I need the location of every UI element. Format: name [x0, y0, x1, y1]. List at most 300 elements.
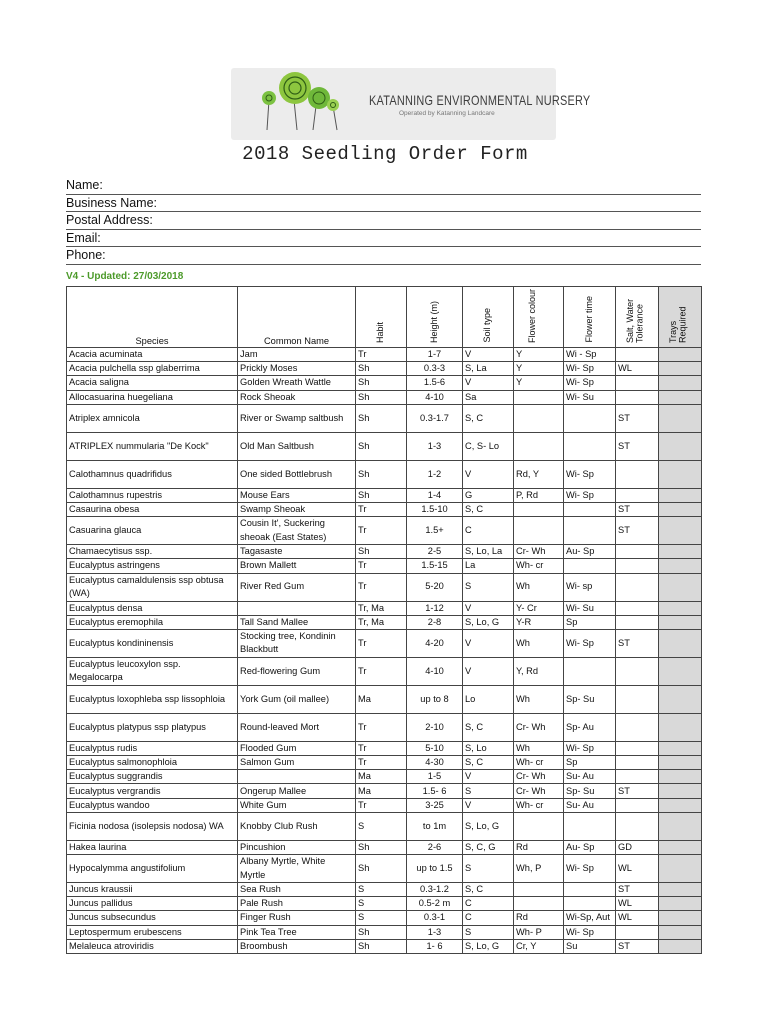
height-cell: 2-6	[407, 840, 463, 854]
contact-fields	[66, 177, 701, 265]
species-cell: Eucalyptus wandoo	[67, 798, 238, 812]
table-row	[67, 629, 702, 657]
common-name-cell: Brown Mallett	[238, 559, 356, 573]
habit-cell: Tr, Ma	[356, 601, 407, 615]
common-name-cell: River or Swamp saltbush	[238, 404, 356, 432]
flower-time-cell: Su	[564, 939, 616, 953]
soil-type-header-label: Soil type	[482, 308, 493, 343]
trays-required-input[interactable]	[659, 897, 702, 911]
habit-cell: Sh	[356, 855, 407, 883]
common-name-cell: York Gum (oil mallee)	[238, 685, 356, 713]
flower-time-header-label: Flower time	[583, 296, 594, 343]
table-row	[67, 615, 702, 629]
species-cell: Ficinia nodosa (isolepsis nodosa) WA	[67, 812, 238, 840]
table-row	[67, 925, 702, 939]
height-cell: 1.5+	[407, 517, 463, 545]
trays-required-input[interactable]	[659, 925, 702, 939]
habit-cell: Ma	[356, 770, 407, 784]
height-cell: up to 1.5	[407, 855, 463, 883]
common-name-cell: River Red Gum	[238, 573, 356, 601]
table-row	[67, 939, 702, 953]
common-name-cell: Sea Rush	[238, 883, 356, 897]
habit-cell: Tr	[356, 798, 407, 812]
flower-colour-cell: Cr, Y	[514, 939, 564, 953]
soil-type-cell: C, S- Lo	[463, 432, 514, 460]
name-field[interactable]	[66, 177, 701, 195]
trays-required-input[interactable]	[659, 798, 702, 812]
common-name-cell: Golden Wreath Wattle	[238, 376, 356, 390]
tolerance-cell	[616, 488, 659, 502]
height-cell: 2-5	[407, 545, 463, 559]
table-row	[67, 770, 702, 784]
species-cell: Chamaecytisus ssp.	[67, 545, 238, 559]
tolerance-cell	[616, 545, 659, 559]
table-row	[67, 855, 702, 883]
height-cell: 1-3	[407, 432, 463, 460]
species-cell: Calothamnus quadrifidus	[67, 460, 238, 488]
trays-required-input[interactable]	[659, 362, 702, 376]
common-name-cell: Pink Tea Tree	[238, 925, 356, 939]
soil-type-cell: S, C, G	[463, 840, 514, 854]
common-name-cell: White Gum	[238, 798, 356, 812]
habit-cell: Sh	[356, 390, 407, 404]
height-cell: 0.5-2 m	[407, 897, 463, 911]
table-row	[67, 812, 702, 840]
flower-colour-cell: P, Rd	[514, 488, 564, 502]
flower-colour-cell: Rd	[514, 840, 564, 854]
habit-cell: Sh	[356, 460, 407, 488]
soil-type-cell: S, C	[463, 404, 514, 432]
common-name-cell: Swamp Sheoak	[238, 502, 356, 516]
flower-time-cell	[564, 432, 616, 460]
common-name-cell: Stocking tree, Kondinin Blackbutt	[238, 629, 356, 657]
soil-type-cell: V	[463, 376, 514, 390]
tolerance-cell	[616, 615, 659, 629]
tolerance-cell	[616, 798, 659, 812]
flower-colour-header	[514, 287, 564, 348]
trays-required-input[interactable]	[659, 939, 702, 953]
flower-colour-header-label: Flower colour	[526, 288, 537, 343]
table-row	[67, 840, 702, 854]
table-row	[67, 376, 702, 390]
trays-header	[659, 287, 702, 348]
height-cell: 1-4	[407, 488, 463, 502]
trays-required-input[interactable]	[659, 460, 702, 488]
tolerance-cell	[616, 812, 659, 840]
species-cell: Eucalyptus camaldulensis ssp obtusa (WA)	[67, 573, 238, 601]
table-header-row	[67, 287, 702, 348]
habit-cell: Sh	[356, 939, 407, 953]
habit-cell: Tr	[356, 657, 407, 685]
trays-required-input[interactable]	[659, 629, 702, 657]
common-name-cell: Knobby Club Rush	[238, 812, 356, 840]
flower-time-cell: Sp- Su	[564, 784, 616, 798]
trays-required-input[interactable]	[659, 615, 702, 629]
height-cell: 1-7	[407, 348, 463, 362]
trays-required-input[interactable]	[659, 432, 702, 460]
habit-cell: S	[356, 812, 407, 840]
soil-type-cell: S, Lo	[463, 741, 514, 755]
flower-time-cell	[564, 517, 616, 545]
table-row	[67, 545, 702, 559]
flower-time-cell: Su- Au	[564, 770, 616, 784]
species-cell: Juncus subsecundus	[67, 911, 238, 925]
tolerance-cell: GD	[616, 840, 659, 854]
soil-type-cell: Lo	[463, 685, 514, 713]
postal-address-label: Postal Address:	[66, 213, 153, 227]
trays-required-input[interactable]	[659, 713, 702, 741]
species-cell: Casaurina obesa	[67, 502, 238, 516]
trays-required-input[interactable]	[659, 573, 702, 601]
habit-cell: Ma	[356, 685, 407, 713]
habit-cell: Sh	[356, 925, 407, 939]
height-cell: 1- 6	[407, 939, 463, 953]
flower-colour-cell: Cr- Wh	[514, 545, 564, 559]
habit-cell: Sh	[356, 840, 407, 854]
flower-colour-cell: Wh	[514, 685, 564, 713]
height-cell: 5-10	[407, 741, 463, 755]
table-row	[67, 502, 702, 516]
trays-required-input[interactable]	[659, 390, 702, 404]
table-row	[67, 784, 702, 798]
table-row	[67, 741, 702, 755]
height-header	[407, 287, 463, 348]
tolerance-cell: WL	[616, 897, 659, 911]
species-cell: Acacia pulchella ssp glaberrima	[67, 362, 238, 376]
height-cell: 0.3-1.7	[407, 404, 463, 432]
height-cell: 0.3-3	[407, 362, 463, 376]
table-row	[67, 488, 702, 502]
height-cell: 2-8	[407, 615, 463, 629]
common-name-cell: Tall Sand Mallee	[238, 615, 356, 629]
species-cell: Eucalyptus salmonophloia	[67, 756, 238, 770]
habit-cell: Sh	[356, 404, 407, 432]
species-cell: Juncus kraussii	[67, 883, 238, 897]
flower-colour-cell: Wh- cr	[514, 798, 564, 812]
table-row	[67, 390, 702, 404]
common-name-cell: Prickly Moses	[238, 362, 356, 376]
tolerance-cell	[616, 741, 659, 755]
habit-cell: Tr	[356, 559, 407, 573]
species-cell: Eucalyptus platypus ssp platypus	[67, 713, 238, 741]
trays-required-input[interactable]	[659, 855, 702, 883]
soil-type-cell: V	[463, 770, 514, 784]
version-label: V4 - Updated: 27/03/2018	[66, 271, 184, 282]
flower-time-cell: Wi- Su	[564, 390, 616, 404]
tolerance-cell	[616, 573, 659, 601]
species-cell: Eucalyptus suggrandis	[67, 770, 238, 784]
logo-title: KATANNING ENVIRONMENTAL NURSERY	[369, 92, 591, 108]
soil-type-cell: S	[463, 573, 514, 601]
flower-time-cell	[564, 657, 616, 685]
habit-cell: Tr	[356, 756, 407, 770]
tolerance-cell	[616, 925, 659, 939]
postal-address-field[interactable]	[66, 212, 701, 230]
seedling-order-table	[66, 286, 702, 954]
species-cell: Melaleuca atroviridis	[67, 939, 238, 953]
flower-colour-cell: Y- Cr	[514, 601, 564, 615]
flower-colour-cell	[514, 404, 564, 432]
habit-cell: Tr, Ma	[356, 615, 407, 629]
flower-time-cell: Sp- Au	[564, 713, 616, 741]
habit-cell: S	[356, 883, 407, 897]
habit-cell: Tr	[356, 348, 407, 362]
trays-required-input[interactable]	[659, 741, 702, 755]
flower-time-cell: Wi- sp	[564, 573, 616, 601]
trays-required-input[interactable]	[659, 784, 702, 798]
flower-colour-cell: Y-R	[514, 615, 564, 629]
trays-required-input[interactable]	[659, 502, 702, 516]
height-cell: 3-25	[407, 798, 463, 812]
flower-time-cell: Au- Sp	[564, 840, 616, 854]
habit-cell: Tr	[356, 629, 407, 657]
habit-cell: Sh	[356, 545, 407, 559]
height-cell: up to 8	[407, 685, 463, 713]
habit-cell: Tr	[356, 517, 407, 545]
trays-required-input[interactable]	[659, 840, 702, 854]
tolerance-cell	[616, 390, 659, 404]
habit-header	[356, 287, 407, 348]
trays-required-input[interactable]	[659, 685, 702, 713]
height-cell: 1-12	[407, 601, 463, 615]
soil-type-cell: S, Lo, La	[463, 545, 514, 559]
soil-type-cell: V	[463, 798, 514, 812]
trays-required-input[interactable]	[659, 770, 702, 784]
phone-label: Phone:	[66, 248, 106, 262]
flower-time-cell: Wi- Sp	[564, 488, 616, 502]
flower-colour-cell: Wh	[514, 629, 564, 657]
habit-cell: Sh	[356, 488, 407, 502]
soil-type-cell: V	[463, 348, 514, 362]
flower-colour-cell: Y	[514, 362, 564, 376]
flower-colour-cell	[514, 897, 564, 911]
trays-required-input[interactable]	[659, 911, 702, 925]
trays-required-input[interactable]	[659, 657, 702, 685]
tolerance-cell	[616, 460, 659, 488]
common-name-header: Common Name	[238, 287, 356, 348]
height-cell: 1.5-10	[407, 502, 463, 516]
species-cell: Eucalyptus loxophleba ssp lissophloia	[67, 685, 238, 713]
flower-time-cell	[564, 404, 616, 432]
tolerance-cell: ST	[616, 883, 659, 897]
trays-required-input[interactable]	[659, 348, 702, 362]
phone-field[interactable]	[66, 247, 701, 265]
table-row	[67, 657, 702, 685]
logo-subtitle: Operated by Katanning Landcare	[399, 110, 495, 117]
order-table-body	[67, 348, 702, 954]
flower-time-cell: Sp- Su	[564, 685, 616, 713]
flower-colour-cell: Cr- Wh	[514, 770, 564, 784]
flower-time-cell	[564, 502, 616, 516]
species-cell: Eucalyptus astringens	[67, 559, 238, 573]
height-cell: 4-10	[407, 657, 463, 685]
species-cell: Eucalyptus eremophila	[67, 615, 238, 629]
trays-required-input[interactable]	[659, 559, 702, 573]
tolerance-header	[616, 287, 659, 348]
table-row	[67, 573, 702, 601]
tolerance-cell: WL	[616, 855, 659, 883]
soil-type-cell: S	[463, 855, 514, 883]
flower-colour-cell: Y	[514, 376, 564, 390]
table-row	[67, 517, 702, 545]
soil-type-cell: S, C	[463, 502, 514, 516]
soil-type-cell: V	[463, 601, 514, 615]
flower-colour-cell: Wh- cr	[514, 559, 564, 573]
flower-time-cell: Wi- Sp	[564, 629, 616, 657]
flower-time-cell: Sp	[564, 756, 616, 770]
common-name-cell: Pale Rush	[238, 897, 356, 911]
business-name-label: Business Name:	[66, 195, 158, 210]
height-cell: 1-3	[407, 925, 463, 939]
flower-time-cell: Au- Sp	[564, 545, 616, 559]
tolerance-cell	[616, 713, 659, 741]
height-cell: 0.3-1.2	[407, 883, 463, 897]
business-name-field[interactable]	[66, 195, 701, 213]
flower-colour-cell: Wh, P	[514, 855, 564, 883]
habit-cell: S	[356, 911, 407, 925]
flower-time-cell	[564, 897, 616, 911]
height-cell: 4-30	[407, 756, 463, 770]
flower-colour-cell	[514, 517, 564, 545]
trays-required-input[interactable]	[659, 376, 702, 390]
common-name-cell: Jam	[238, 348, 356, 362]
table-row	[67, 883, 702, 897]
flower-colour-cell	[514, 883, 564, 897]
table-row	[67, 348, 702, 362]
species-header: Species	[67, 287, 238, 348]
common-name-cell: Round-leaved Mort	[238, 713, 356, 741]
habit-cell: Sh	[356, 362, 407, 376]
species-cell: Hakea laurina	[67, 840, 238, 854]
flower-time-cell: Wi- Sp	[564, 376, 616, 390]
table-row	[67, 601, 702, 615]
flower-time-cell: Wi- Sp	[564, 460, 616, 488]
species-cell: Juncus pallidus	[67, 897, 238, 911]
table-row	[67, 798, 702, 812]
tolerance-cell	[616, 348, 659, 362]
common-name-cell: One sided Bottlebrush	[238, 460, 356, 488]
soil-type-cell: S, Lo, G	[463, 939, 514, 953]
flower-colour-cell: Y, Rd	[514, 657, 564, 685]
soil-type-cell: C	[463, 517, 514, 545]
common-name-cell: Old Man Saltbush	[238, 432, 356, 460]
species-cell: Eucalyptus densa	[67, 601, 238, 615]
tolerance-cell	[616, 601, 659, 615]
common-name-cell	[238, 601, 356, 615]
tolerance-cell	[616, 657, 659, 685]
common-name-cell: Mouse Ears	[238, 488, 356, 502]
soil-type-cell: S	[463, 925, 514, 939]
common-name-cell	[238, 770, 356, 784]
height-cell: 1.5-6	[407, 376, 463, 390]
common-name-cell: Pincushion	[238, 840, 356, 854]
table-row	[67, 559, 702, 573]
tolerance-cell: ST	[616, 939, 659, 953]
flower-time-cell: Wi - Sp	[564, 348, 616, 362]
flower-colour-cell: Y	[514, 348, 564, 362]
name-label: Name:	[66, 178, 103, 192]
flower-time-cell	[564, 559, 616, 573]
flower-time-cell: Wi- Su	[564, 601, 616, 615]
common-name-cell: Finger Rush	[238, 911, 356, 925]
species-cell: ATRIPLEX nummularia "De Kock"	[67, 432, 238, 460]
flower-time-cell: Wi- Sp	[564, 362, 616, 376]
table-row	[67, 460, 702, 488]
soil-type-cell: C	[463, 911, 514, 925]
habit-cell: Tr	[356, 502, 407, 516]
tolerance-cell: WL	[616, 362, 659, 376]
habit-header-label: Habit	[375, 321, 386, 343]
species-cell: Eucalyptus rudis	[67, 741, 238, 755]
email-field[interactable]	[66, 230, 701, 248]
height-header-label: Height (m)	[428, 300, 439, 343]
height-cell: 1-5	[407, 770, 463, 784]
flower-time-cell	[564, 883, 616, 897]
flower-time-cell: Sp	[564, 615, 616, 629]
species-cell: Acacia acuminata	[67, 348, 238, 362]
common-name-cell: Salmon Gum	[238, 756, 356, 770]
habit-cell: Sh	[356, 376, 407, 390]
common-name-cell: Broombush	[238, 939, 356, 953]
flower-time-cell	[564, 812, 616, 840]
trays-required-input[interactable]	[659, 601, 702, 615]
height-cell: 1.5- 6	[407, 784, 463, 798]
flower-colour-cell	[514, 390, 564, 404]
common-name-cell: Flooded Gum	[238, 741, 356, 755]
tolerance-cell	[616, 685, 659, 713]
species-cell: Allocasuarina huegeliana	[67, 390, 238, 404]
species-cell: Eucalyptus kondininensis	[67, 629, 238, 657]
trays-required-input[interactable]	[659, 545, 702, 559]
common-name-cell: Red-flowering Gum	[238, 657, 356, 685]
flower-time-cell: Su- Au	[564, 798, 616, 812]
habit-cell: Tr	[356, 713, 407, 741]
trays-required-input[interactable]	[659, 488, 702, 502]
species-cell: Eucalyptus leucoxylon ssp. Megalocarpa	[67, 657, 238, 685]
tolerance-cell	[616, 376, 659, 390]
soil-type-cell: G	[463, 488, 514, 502]
tolerance-cell	[616, 559, 659, 573]
height-cell: 4-10	[407, 390, 463, 404]
flower-time-header	[564, 287, 616, 348]
tolerance-cell: ST	[616, 502, 659, 516]
flower-colour-cell: Rd	[514, 911, 564, 925]
soil-type-cell: V	[463, 657, 514, 685]
tolerance-cell: ST	[616, 629, 659, 657]
table-row	[67, 911, 702, 925]
species-cell: Atriplex amnicola	[67, 404, 238, 432]
tolerance-cell	[616, 756, 659, 770]
tolerance-header-label: Salt, Water Tolerance	[625, 298, 645, 343]
common-name-cell: Ongerup Mallee	[238, 784, 356, 798]
soil-type-cell: S	[463, 784, 514, 798]
height-cell: 4-20	[407, 629, 463, 657]
trays-required-input[interactable]	[659, 812, 702, 840]
habit-cell: Tr	[356, 573, 407, 601]
trays-required-input[interactable]	[659, 517, 702, 545]
soil-type-cell: La	[463, 559, 514, 573]
soil-type-cell: S, C	[463, 713, 514, 741]
common-name-cell: Albany Myrtle, White Myrtle	[238, 855, 356, 883]
soil-type-cell: V	[463, 629, 514, 657]
form-title: 2018 Seedling Order Form	[242, 143, 528, 165]
trays-required-input[interactable]	[659, 404, 702, 432]
species-cell: Calothamnus rupestris	[67, 488, 238, 502]
trays-required-input[interactable]	[659, 883, 702, 897]
nursery-logo	[231, 68, 591, 140]
trays-required-input[interactable]	[659, 756, 702, 770]
tolerance-cell: ST	[616, 784, 659, 798]
